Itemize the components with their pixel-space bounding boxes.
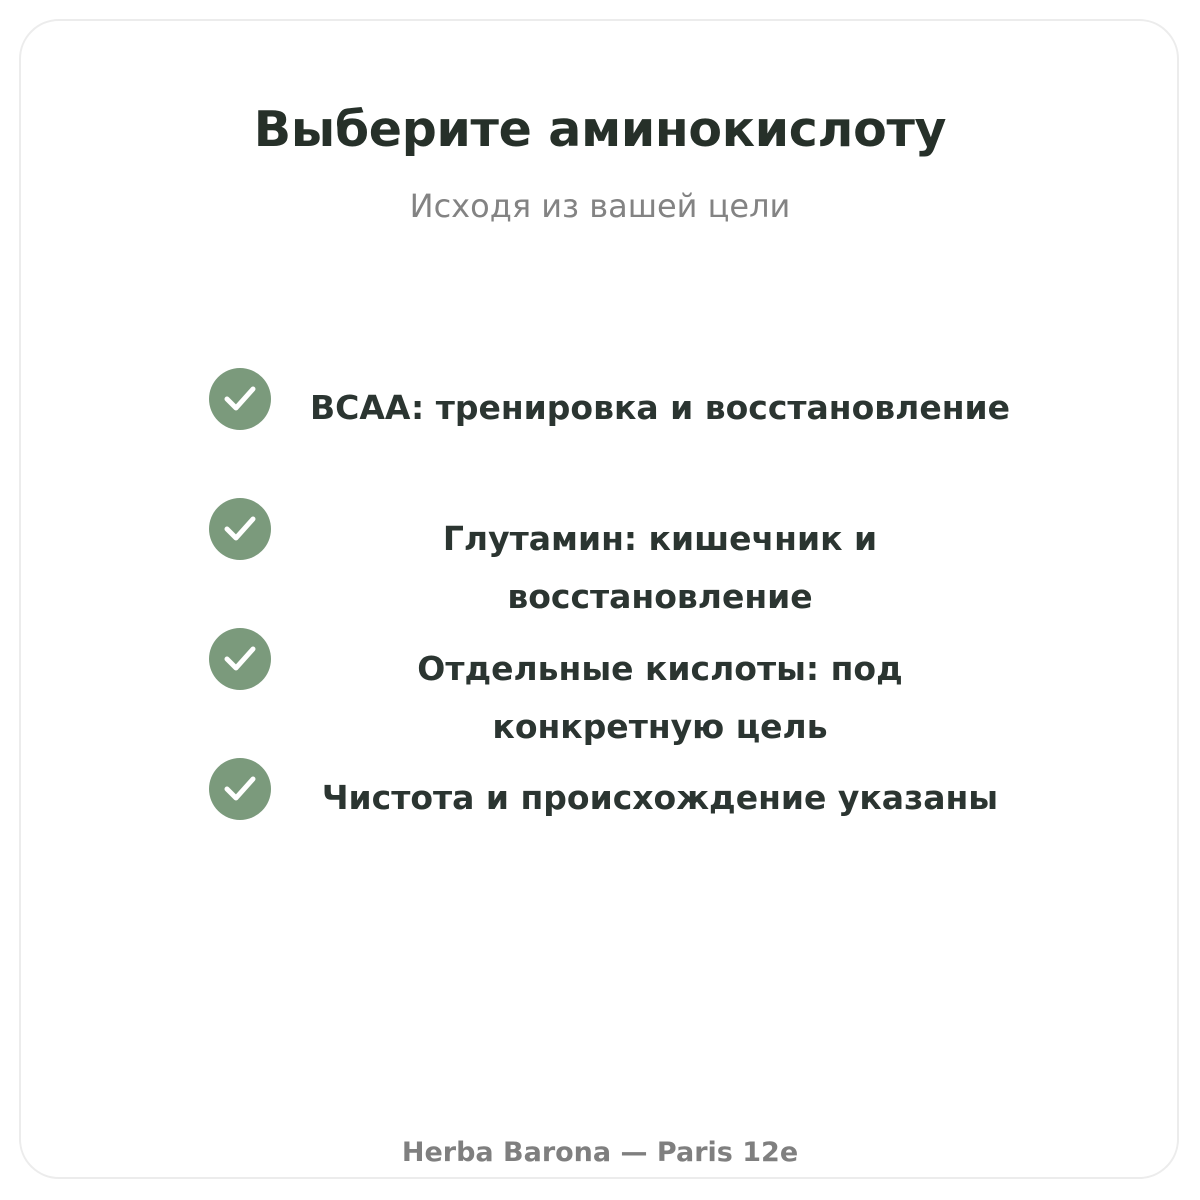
list-item-single-acids: Отдельные кислоты: под конкретную цель [417, 649, 903, 746]
check-circle-icon [209, 368, 271, 430]
check-circle-icon [209, 628, 271, 690]
page-title: Выберите аминокислоту [253, 101, 947, 158]
page-subtitle: Исходя из вашей цели [409, 187, 791, 225]
list-item-purity: Чистота и происхождение указаны [321, 778, 999, 817]
check-circle-icon [209, 498, 271, 560]
list-item-bcaa: BCAA: тренировка и восстановление [309, 388, 1011, 427]
footer-brand: Herba Barona — Paris 12e [401, 1137, 799, 1168]
list-item-glutamine: Глутамин: кишечник и восстановление [442, 519, 878, 616]
check-circle-icon [209, 758, 271, 820]
